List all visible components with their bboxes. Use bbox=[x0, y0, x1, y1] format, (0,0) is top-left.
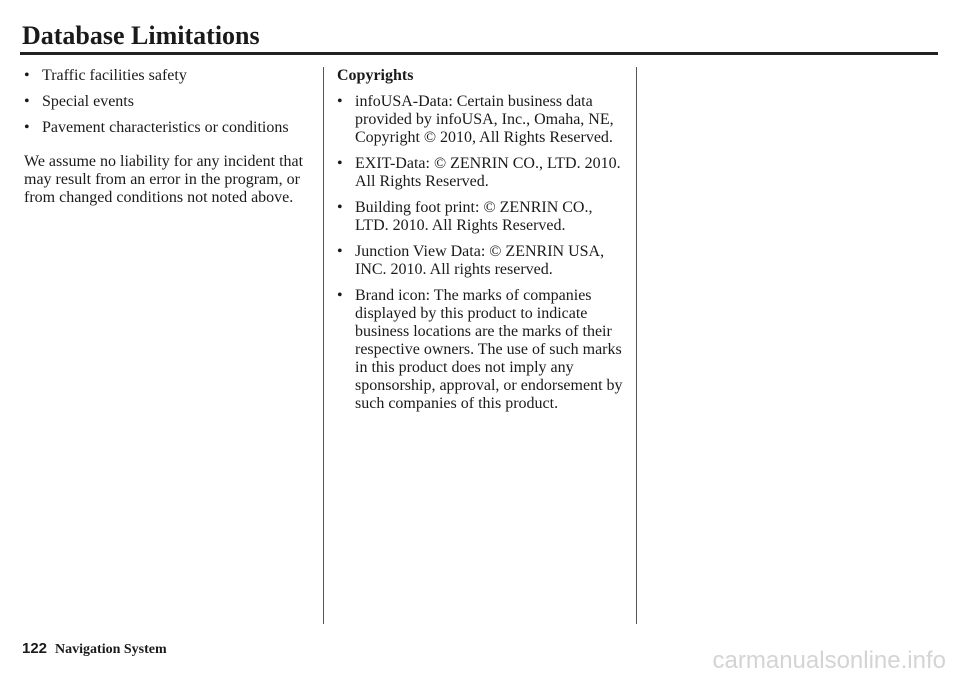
list-item-text: Building foot print: © ZENRIN CO., LTD. 2010. All Rights Reserved. bbox=[355, 199, 593, 234]
bullet-icon: • bbox=[337, 243, 343, 260]
watermark: carmanualsonline.info bbox=[712, 647, 946, 674]
bullet-icon: • bbox=[337, 155, 343, 172]
bullet-icon: • bbox=[337, 199, 343, 216]
bullet-icon: • bbox=[24, 119, 30, 136]
list-item-text: Special events bbox=[42, 93, 134, 110]
column-divider bbox=[636, 67, 637, 624]
list-item-text: EXIT-Data: © ZENRIN CO., LTD. 2010. All Rights Reserved. bbox=[355, 155, 621, 190]
liability-paragraph: We assume no liability for any incident that may result from an error in the program, or from changed conditions not noted above. bbox=[24, 153, 304, 206]
column-divider bbox=[323, 67, 324, 624]
bullet-icon: • bbox=[337, 93, 343, 110]
list-item-text: Traffic facilities safety bbox=[42, 67, 187, 84]
bullet-icon: • bbox=[337, 287, 343, 304]
middle-column bbox=[337, 67, 627, 421]
bullet-icon: • bbox=[24, 67, 30, 84]
list-item bbox=[337, 93, 627, 147]
list-item bbox=[337, 199, 627, 235]
list-item-text: Brand icon: The marks of companies displayed by this product to indicate business locations are the marks of their respective owners. The use of such marks in this product does not imply any sponsorship, approval, or endorsement by such companies of this product. bbox=[355, 287, 623, 412]
page-footer bbox=[22, 640, 167, 658]
bullet-icon: • bbox=[24, 93, 30, 110]
title-rule bbox=[20, 52, 938, 55]
list-item-text: infoUSA-Data: Certain business data provided by infoUSA, Inc., Omaha, NE, Copyright © 2010, All Rights Reserved. bbox=[355, 93, 614, 146]
list-item bbox=[24, 119, 310, 137]
copyright-bullet-list bbox=[337, 93, 627, 413]
footer-label: Navigation System bbox=[55, 642, 167, 657]
list-item bbox=[337, 155, 627, 191]
page-number: 122 bbox=[22, 640, 48, 657]
list-item-text: Junction View Data: © ZENRIN USA, INC. 2010. All rights reserved. bbox=[355, 243, 605, 278]
list-item bbox=[337, 287, 627, 413]
list-item bbox=[24, 93, 310, 111]
page-title: Database Limitations bbox=[22, 21, 260, 50]
list-item-text: Pavement characteristics or conditions bbox=[42, 119, 289, 136]
copyrights-heading: Copyrights bbox=[337, 67, 414, 84]
list-item bbox=[24, 67, 310, 85]
list-item bbox=[337, 243, 627, 279]
left-column bbox=[24, 67, 310, 207]
left-bullet-list bbox=[24, 67, 310, 137]
